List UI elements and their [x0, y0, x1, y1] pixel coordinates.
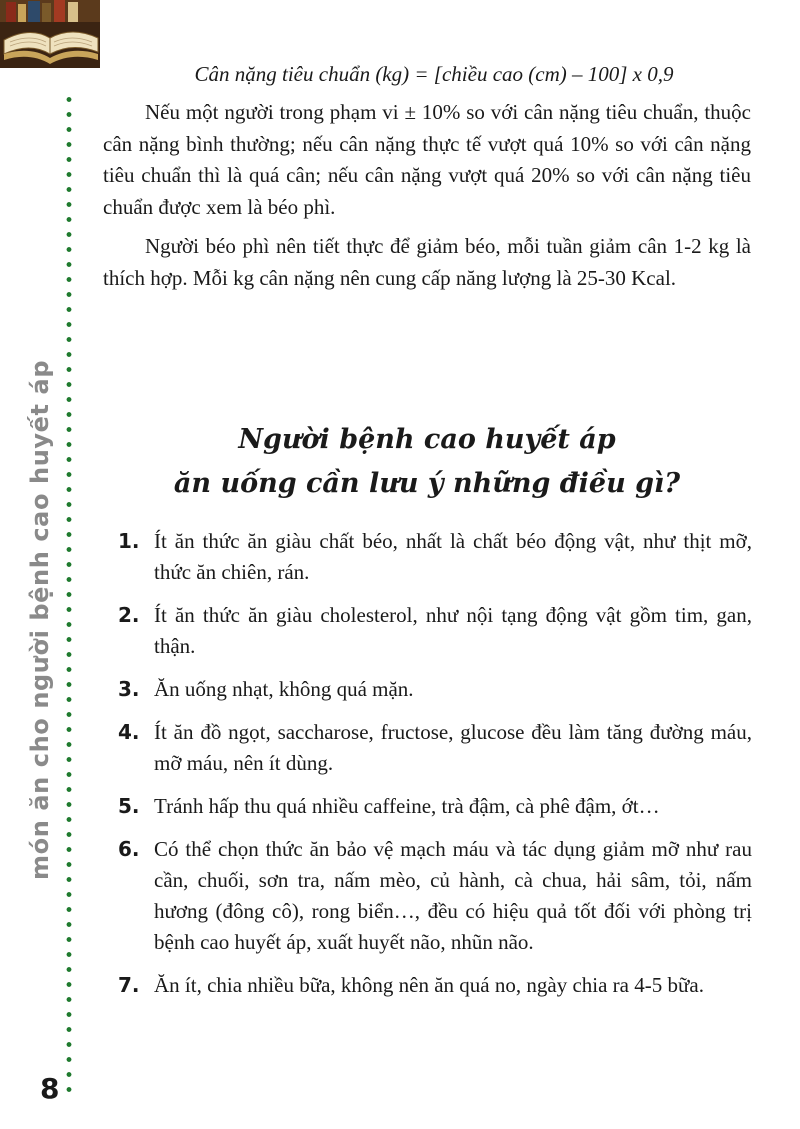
item-number: 7.: [118, 973, 140, 997]
item-text: Có thể chọn thức ăn bảo vệ mạch máu và tác dụng giảm mỡ như rau cần, chuối, sơn tra, nấm mèo, củ hành, cà chua, hải sâm, tỏi, nấm hương (đông cô), rong biển…, đều có hiệu quả tốt đối với phòng trị bệnh cao huyết áp, xuất huyết não, nhũn não.: [154, 837, 752, 954]
dotted-divider: [66, 92, 72, 1102]
intro-text: [103, 62, 751, 302]
open-book-icon: [0, 0, 100, 68]
item-text: Tránh hấp thu quá nhiều caffeine, trà đậm, cà phê đậm, ớt…: [154, 794, 660, 818]
advice-list: [118, 526, 752, 1013]
list-item: [118, 834, 752, 958]
list-item: [118, 526, 752, 588]
item-text: Ít ăn đồ ngọt, saccharose, fructose, glucose đều làm tăng đường máu, mỡ máu, nên ít dùng.: [154, 720, 752, 775]
running-title-text: món ăn cho người bệnh cao huyết áp: [26, 359, 54, 880]
list-item: [118, 970, 752, 1001]
list-item: [118, 674, 752, 705]
item-number: 3.: [118, 677, 140, 701]
item-number: 5.: [118, 794, 140, 818]
formula: Cân nặng tiêu chuẩn (kg) = [chiều cao (cm) – 100] x 0,9: [194, 62, 674, 86]
list-item: [118, 791, 752, 822]
item-number: 2.: [118, 603, 140, 627]
list-item: [118, 717, 752, 779]
item-number: 4.: [118, 720, 140, 744]
item-number: 6.: [118, 837, 140, 861]
page-number: 8: [40, 1072, 60, 1105]
item-text: Ăn uống nhạt, không quá mặn.: [154, 677, 414, 701]
section-heading: [103, 418, 751, 506]
heading-line: Người bệnh cao huyết áp: [238, 424, 616, 455]
item-text: Ít ăn thức ăn giàu chất béo, nhất là chất béo động vật, như thịt mỡ, thức ăn chiên, rán.: [154, 529, 752, 584]
list-item: [118, 600, 752, 662]
heading-line: ăn uống cần lưu ý những điều gì?: [173, 468, 681, 499]
paragraph: Nếu một người trong phạm vi ± 10% so với cân nặng tiêu chuẩn, thuộc cân nặng bình thường; nếu cân nặng thực tế vượt quá 10% so với cân nặng tiêu chuẩn thì là quá cân; nếu cân nặng vượt quá 20% so với cân nặng tiêu chuẩn được xem là béo phì.: [103, 100, 751, 219]
item-text: Ăn ít, chia nhiều bữa, không nên ăn quá no, ngày chia ra 4-5 bữa.: [154, 973, 704, 997]
item-text: Ít ăn thức ăn giàu cholesterol, như nội tạng động vật gồm tim, gan, thận.: [154, 603, 752, 658]
item-number: 1.: [118, 529, 140, 553]
paragraph: Người béo phì nên tiết thực để giảm béo, mỗi tuần giảm cân 1-2 kg là thích hợp. Mỗi kg cân nặng nên cung cấp năng lượng là 25-30 Kcal.: [103, 234, 751, 290]
